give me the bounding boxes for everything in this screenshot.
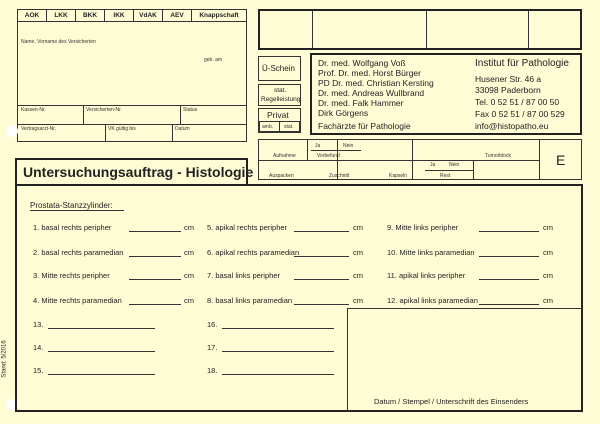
u-schein-label: Ü-Schein bbox=[262, 64, 295, 73]
regelleistung-label: Regelleistung bbox=[261, 96, 301, 103]
doctor-5: Dr. med. Falk Hammer bbox=[318, 98, 404, 108]
nein-1: Nein bbox=[343, 143, 354, 149]
specimen-input-line[interactable] bbox=[129, 304, 181, 305]
main-form bbox=[15, 184, 583, 412]
born-label: geb. am bbox=[204, 57, 223, 63]
privat-box[interactable] bbox=[258, 108, 301, 133]
specimen-label: 11. apikal links peripher bbox=[387, 271, 466, 280]
specimen-input-line[interactable] bbox=[222, 374, 334, 375]
unit-label: cm bbox=[543, 223, 553, 232]
specimen-input-line[interactable] bbox=[479, 304, 539, 305]
auspacken-label: Auspacken bbox=[269, 173, 294, 179]
stat-regelleistung-box[interactable] bbox=[258, 84, 301, 106]
punch-hole bbox=[6, 125, 18, 137]
u-schein-box[interactable] bbox=[258, 56, 301, 81]
doctors-subtitle: Fachärzte für Pathologie bbox=[318, 121, 411, 131]
stat-checkbox[interactable] bbox=[279, 121, 300, 132]
unit-label: cm bbox=[184, 271, 194, 280]
divider bbox=[426, 11, 427, 48]
unit-label: cm bbox=[353, 223, 363, 232]
amb-label: amb. bbox=[262, 124, 274, 130]
divider bbox=[311, 150, 361, 151]
institute-street: Husener Str. 46 a bbox=[475, 74, 542, 84]
specimen-label: 3. Mitte rechts peripher bbox=[33, 271, 110, 280]
versicherten-nr-label: Versicherten-Nr. bbox=[86, 107, 122, 113]
lab-grid bbox=[258, 139, 582, 180]
insurance-lkk[interactable]: LKK bbox=[47, 10, 76, 22]
form-title: Untersuchungsauftrag - Histologie bbox=[23, 164, 254, 180]
stamp-label: Datum / Stempel / Unterschrift des Einsenders bbox=[374, 397, 529, 406]
divider bbox=[180, 105, 181, 124]
form-code: E bbox=[556, 152, 566, 168]
doctor-4: Dr. med. Andreas Wullbrand bbox=[318, 88, 425, 98]
unit-label: cm bbox=[184, 296, 194, 305]
institute-email: info@histopatho.eu bbox=[475, 121, 549, 131]
specimen-label: 10. Mitte links paramedian bbox=[387, 248, 475, 257]
divider bbox=[307, 140, 308, 160]
section-title-underline bbox=[30, 210, 124, 211]
unit-label: cm bbox=[184, 248, 194, 257]
status-label: Status bbox=[183, 107, 198, 113]
insurance-aok[interactable]: AOK bbox=[18, 10, 47, 22]
vertragsarzt-nr-label: Vertragsarzt-Nr. bbox=[21, 126, 57, 132]
specimen-label: 5. apikal rechts peripher bbox=[207, 223, 288, 232]
privat-label: Privat bbox=[267, 110, 289, 120]
specimen-input-line[interactable] bbox=[222, 351, 334, 352]
unit-label: cm bbox=[353, 296, 363, 305]
divider bbox=[528, 11, 529, 48]
specimen-label: 17. bbox=[207, 343, 218, 352]
specimen-label: 15. bbox=[33, 366, 44, 375]
specimen-input-line[interactable] bbox=[294, 279, 349, 280]
stat-label: stat. bbox=[274, 87, 287, 94]
vk-gueltig-label: VK gültig bis bbox=[108, 126, 136, 132]
datum-label: Datum bbox=[175, 126, 190, 132]
institute-tel: Tel. 0 52 51 / 87 00 50 bbox=[475, 97, 560, 107]
insurance-aev[interactable]: AEV bbox=[163, 10, 192, 22]
specimen-input-line[interactable] bbox=[129, 231, 181, 232]
ja-2: Ja bbox=[430, 162, 436, 168]
divider bbox=[83, 105, 84, 124]
insurance-bkk[interactable]: BKK bbox=[76, 10, 105, 22]
rest-label: Rest bbox=[440, 173, 451, 179]
doctor-2: Prof. Dr. med. Horst Bürger bbox=[318, 68, 421, 78]
specimen-input-line[interactable] bbox=[479, 231, 539, 232]
divider bbox=[412, 140, 413, 179]
insurance-knappschaft[interactable]: Knappschaft bbox=[192, 10, 247, 22]
divider bbox=[312, 11, 313, 48]
specimen-label: 6. apikal rechts paramedian bbox=[207, 248, 300, 257]
insurance-vdak[interactable]: VdAK bbox=[134, 10, 163, 22]
specimen-label: 7. basal links peripher bbox=[207, 271, 280, 280]
specimen-input-line[interactable] bbox=[479, 279, 539, 280]
specimen-input-line[interactable] bbox=[129, 279, 181, 280]
aufnahme-label: Aufnahme bbox=[273, 153, 296, 159]
section-title: Prostata-Stanzzylinder: bbox=[30, 201, 113, 210]
insurance-header bbox=[17, 9, 247, 22]
specimen-input-line[interactable] bbox=[294, 304, 349, 305]
specimen-input-line[interactable] bbox=[294, 231, 349, 232]
specimen-label: 4. Mitte rechts paramedian bbox=[33, 296, 122, 305]
ja-1: Ja bbox=[315, 143, 321, 149]
kassen-nr-label: Kassen-Nr. bbox=[21, 107, 46, 113]
unit-label: cm bbox=[353, 248, 363, 257]
divider bbox=[18, 124, 246, 125]
specimen-label: 1. basal rechts peripher bbox=[33, 223, 112, 232]
kapseln-label: Kapseln bbox=[389, 173, 408, 179]
institute-name: Institut für Pathologie bbox=[475, 58, 569, 69]
unit-label: cm bbox=[543, 248, 553, 257]
zuschnitt-label: Zuschnitt bbox=[329, 173, 350, 179]
divider bbox=[473, 160, 474, 179]
divider bbox=[18, 105, 246, 106]
unit-label: cm bbox=[543, 296, 553, 305]
institute-box bbox=[310, 53, 582, 135]
insurance-ikk[interactable]: IKK bbox=[105, 10, 134, 22]
specimen-input-line[interactable] bbox=[479, 256, 539, 257]
institute-city: 33098 Paderborn bbox=[475, 85, 541, 95]
specimen-label: 14. bbox=[33, 343, 44, 352]
form-title-tab bbox=[15, 158, 254, 186]
top-code-box bbox=[258, 9, 582, 50]
specimen-input-line[interactable] bbox=[48, 374, 155, 375]
specimen-input-line[interactable] bbox=[48, 351, 155, 352]
nein-2: Nein bbox=[449, 162, 460, 168]
vorbefund-label: Vorbefund bbox=[317, 153, 340, 159]
doctor-6: Dirk Görgens bbox=[318, 108, 369, 118]
divider bbox=[259, 160, 539, 161]
specimen-label: 13. bbox=[33, 320, 44, 329]
unit-label: cm bbox=[184, 223, 194, 232]
divider bbox=[425, 170, 473, 171]
tumorblock-label: Tumorblock bbox=[485, 153, 511, 159]
stat-small-label: stat. bbox=[284, 124, 294, 130]
specimen-label: 16. bbox=[207, 320, 218, 329]
divider bbox=[539, 140, 540, 179]
unit-label: cm bbox=[353, 271, 363, 280]
doctor-3: PD Dr. med. Christian Kersting bbox=[318, 78, 434, 88]
patient-box bbox=[17, 9, 247, 142]
specimen-label: 12. apikal links paramedian bbox=[387, 296, 478, 305]
specimen-label: 9. Mitte links peripher bbox=[387, 223, 459, 232]
unit-label: cm bbox=[543, 271, 553, 280]
divider bbox=[172, 124, 173, 142]
doctor-1: Dr. med. Wolfgang Voß bbox=[318, 58, 406, 68]
specimen-input-line[interactable] bbox=[294, 256, 349, 257]
amb-checkbox[interactable] bbox=[259, 121, 280, 132]
specimen-input-line[interactable] bbox=[129, 256, 181, 257]
institute-fax: Fax 0 52 51 / 87 00 529 bbox=[475, 109, 565, 119]
specimen-input-line[interactable] bbox=[222, 328, 334, 329]
specimen-input-line[interactable] bbox=[48, 328, 155, 329]
stamp-box[interactable] bbox=[347, 308, 583, 412]
specimen-label: 2. basal rechts paramedian bbox=[33, 248, 124, 257]
revision-text: Stand: 5/2016 bbox=[1, 340, 8, 378]
specimen-label: 18. bbox=[207, 366, 218, 375]
divider bbox=[105, 124, 106, 142]
specimen-label: 8. basal links paramedian bbox=[207, 296, 293, 305]
name-label: Name, Vorname des Versicherten bbox=[21, 39, 96, 45]
